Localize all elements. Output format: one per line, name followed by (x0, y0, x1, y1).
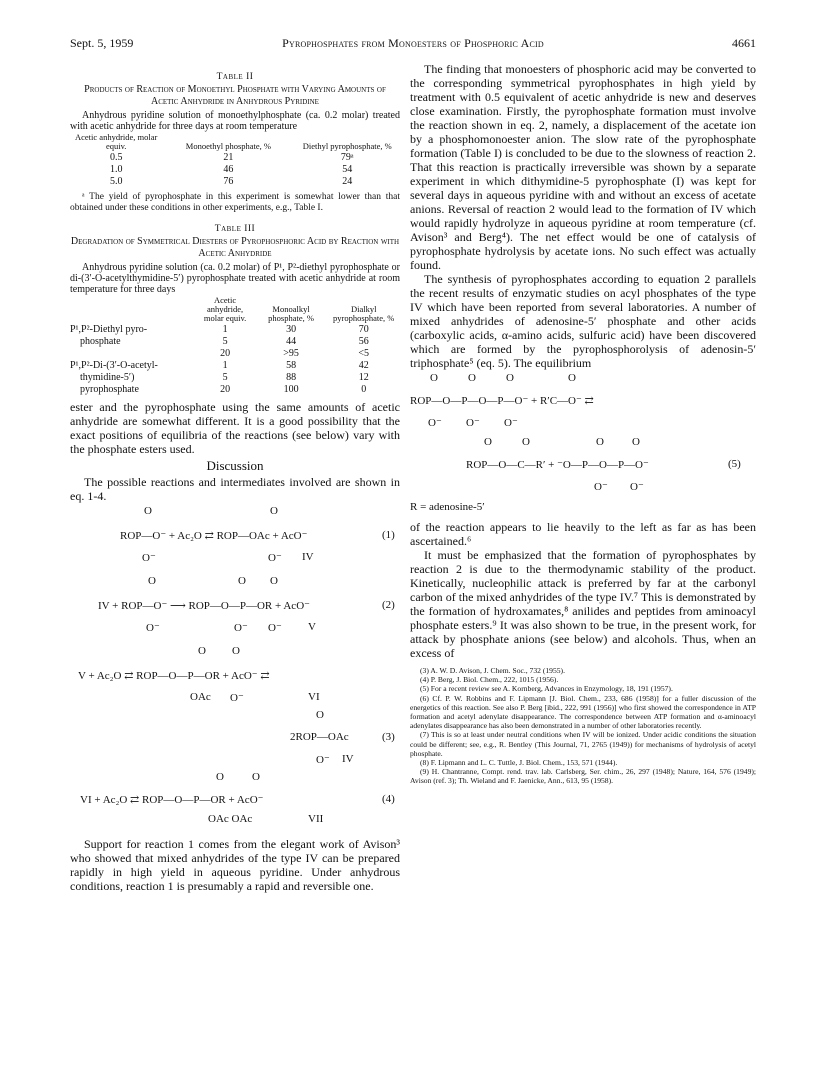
eq-oxygen: O (484, 436, 492, 448)
eq4-compound-label: VII (308, 813, 324, 825)
table3-header-cell (70, 295, 195, 324)
table2-note: Anhydrous pyridine solution of monoethylphosphate (ca. 0.2 molar) treated with acetic anhydride for three days at room temperature (70, 110, 400, 132)
eq5-line1: ROP—O—P—O—P—O⁻ + R′C—O⁻ ⇄ (410, 395, 594, 407)
paragraph: The finding that monoesters of phosphoric acid may be converted to the corresponding symmetrical pyrophosphates in high yield by treatment with 0.5 equivalent of acetic anhydride is new and deserves close examination. Firstly, the pyrophosphate formation must involve the reaction shown in eq. 2, namely, a displacement of the acetate ion by a phosphomonoester anion. The slow rate of the pyrophosphate formation (Table I) is concluded to be due to the slowness of reaction 2. That this reaction is practically irreversible was shown by a separate experiment in which dithymidine-5 pyrophosphate (I) was kept for several days in aqueous pyridine with and without an excess of acetate anions. Reversal of reaction 2 would lead to the formation of IV which would rapidly hydrolyze in aqueous pyridine at room temperature (cf. Avison³ and Berg⁴). The net effect would be one of catalysis of pyrophosphate hydrolysis by acetate ions. No such effect was actually found. (410, 62, 756, 272)
eq-oxygen-anion: O⁻ (594, 481, 608, 493)
paragraph: of the reaction appears to lie heavily to the left as far as has been ascertained.⁶ (410, 520, 756, 548)
table-row (70, 360, 400, 372)
table-cell: 1 (222, 360, 228, 371)
eq1-compound-label: IV (302, 551, 314, 563)
table-cell: 42 (358, 360, 369, 371)
table2 (70, 132, 400, 188)
eq-oxygen: O (232, 645, 240, 657)
table-row (70, 348, 400, 360)
eq4-number: (4) (382, 793, 395, 805)
table-cell: 24 (342, 176, 353, 187)
eq-oxygen: O (468, 372, 476, 384)
table-cell: 20 (220, 348, 231, 359)
table-cell: 56 (358, 336, 369, 347)
table-cell: P¹,P²-Di-(3′-O-acetyl- (70, 360, 158, 371)
equation5-block (410, 370, 756, 500)
table-row (70, 324, 400, 336)
eq3-product-label: IV (342, 753, 354, 765)
eq-oxygen-anion: O⁻ (316, 754, 330, 766)
table2-label: Table II (216, 72, 254, 82)
paragraph: It must be emphasized that the formation of pyrophosphates by reaction 2 is due to the thermodynamic stability of the product. Kinetically, nucleophilic attack is preferred by far at the carbonyl carbon of the mixed anhydrides of the type IV.⁷ This is demonstrated by the formation of hydroxamates,⁸ anilides and peptides from aminoacyl phosphate esters.⁹ It was also shown to be true, in the present work, for attack by phosphate anions (see below) and alcohols. Thus, when an excess of (410, 548, 756, 660)
table-cell: 20 (220, 384, 231, 395)
table2-title: Products of Reaction of Monoethyl Phosphate with Varying Amounts of Acetic Anhydride in Anhydrous Pyridine (84, 84, 386, 107)
table-cell: 1.0 (109, 164, 123, 175)
eq4-line: VI + Ac₂O ⇄ ROP—O—P—OR + AcO⁻ (80, 794, 264, 806)
header-title: Pyrophosphates from Monoesters of Phosphoric Acid (282, 36, 544, 50)
table3-header-cell: Acetic anhydride, molar equiv. (203, 295, 247, 323)
left-column (70, 62, 400, 893)
paragraph: ester and the pyrophosphate using the same amounts of acetic anhydride are somewhat different. It is a good possibility that the exact positions of equilibria of the reactions (see below) vary with the phosphate esters used. (70, 400, 400, 456)
eq-oxygen: O (632, 436, 640, 448)
eq-oxygen-anion: O⁻ (142, 552, 156, 564)
eq2-line: IV + ROP—O⁻ ⟶ ROP—O—P—OR + AcO⁻ (98, 600, 310, 612)
left-body (70, 400, 400, 503)
reference-item: (9) H. Chantranne, Compt. rend. trav. lab. Carlsberg, Ser. chim., 26, 297 (1948); Nature, 164, 576 (1949); Avison (ref. 3); Th. Wieland and F. Jaenicke, Ann., 613, 95 (1958). (410, 767, 756, 786)
eq-oxygen-anion: O⁻ (428, 417, 442, 429)
table3-header-cell: Monoalkyl phosphate, % (268, 304, 314, 323)
equation4-substituents (70, 813, 400, 837)
eq-oxygen: O (270, 505, 278, 517)
table-cell: 5.0 (109, 176, 123, 187)
eq-oxygen-anion: O⁻ (230, 692, 244, 704)
eq-oxygen: O (506, 372, 514, 384)
table-cell: pyrophosphate (80, 384, 139, 395)
table-cell: 44 (286, 336, 297, 347)
eq-oxygen-anion: O⁻ (268, 622, 282, 634)
eq-oxygen-anion: O⁻ (234, 622, 248, 634)
table-cell: 30 (286, 324, 297, 335)
table2-header-cell: Monoethyl phosphate, % (185, 141, 271, 151)
table3-header-cell: Dialkyl pyrophosphate, % (332, 304, 395, 323)
table-cell: 100 (283, 384, 299, 395)
table-cell (70, 348, 195, 360)
eq-oxygen: O (238, 575, 246, 587)
section-heading: Discussion (206, 458, 264, 473)
table-cell: 79ᵃ (340, 152, 354, 163)
table-cell: 0 (361, 384, 367, 395)
eq-oxygen: O (148, 575, 156, 587)
table-row (70, 176, 400, 188)
eq1-number: (1) (382, 529, 395, 541)
eq-oxygen-anion: O⁻ (268, 552, 282, 564)
eq2-number: (2) (382, 599, 395, 611)
reference-item: (7) This is so at least under neutral conditions when IV will be ionized. Under acidic conditions the situation could be different; see, e.g., R. Bentley (This Journal, 71, 2765 (1949)) for mechanisms of hydrolysis of acetyl phosphate. (410, 730, 756, 758)
table-cell: 0.5 (109, 152, 123, 163)
right-body (410, 62, 756, 370)
table2-header-cell: Diethyl pyrophosphate, % (302, 141, 392, 151)
table-cell: 5 (222, 372, 228, 383)
r-definition: R = adenosine-5′ (410, 501, 485, 513)
reference-item: (5) For a recent review see A. Kornberg, Advances in Enzymology, 18, 191 (1957). (420, 684, 673, 694)
eq-oxygen-anion: O⁻ (630, 481, 644, 493)
table-cell: 46 (223, 164, 234, 175)
table-cell: <5 (358, 348, 369, 359)
table-row (70, 152, 400, 164)
eq3-product: 2ROP—OAc (290, 731, 349, 743)
paragraph: The synthesis of pyrophosphates according to equation 2 parallels the recent results of enzymatic studies on acyl phosphates of the type IV which have been reported from several laboratories. A number of mixed anhydrides of adenosine-5′ phosphate and other acids (carboxylic acids, α-amino acids, sulfuric acid) have been discovered which are formed by the pyrophosphorolysis of adenosin-5′ triphosphate⁵ (eq. 5). The equilibrium (410, 272, 756, 370)
table-cell: phosphate (80, 336, 121, 347)
header-date: Sept. 5, 1959 (70, 36, 134, 50)
eq-oxygen: O (568, 372, 576, 384)
table2-header-cell: Acetic anhydride, molar equiv. (75, 132, 158, 151)
table-cell: 58 (286, 360, 297, 371)
table-cell: thymidine-5′) (80, 372, 135, 383)
table-cell: 21 (223, 152, 234, 163)
table-row (70, 164, 400, 176)
paragraph: Support for reaction 1 comes from the elegant work of Avison³ who showed that mixed anhydrides of the type IV can be prepared rapidly in high yield in aqueous pyridine. Under anhydrous conditions, reaction 1 is presumably a rapid and reversible one. (70, 837, 400, 893)
table3-title: Degradation of Symmetrical Diesters of Pyrophosphoric Acid by Reaction with Acetic Anhydride (70, 236, 400, 259)
reference-item: (8) F. Lipmann and L. C. Tuttle, J. Biol. Chem., 153, 571 (1944). (420, 758, 618, 768)
table-cell: 88 (286, 372, 297, 383)
table-cell: 76 (223, 176, 234, 187)
eq-oxygen: O (522, 436, 530, 448)
table-cell: 1 (222, 324, 228, 335)
right-body-2 (410, 520, 756, 660)
table-cell: 5 (222, 336, 228, 347)
page-number: 4661 (732, 36, 756, 50)
left-body-end (70, 837, 400, 893)
eq-oxygen: O (316, 709, 324, 721)
table2-footnote: ᵃ The yield of pyrophosphate in this experiment is somewhat lower than that obtained under these conditions in other experiments, e.g., Table I. (70, 192, 400, 213)
eq-oxygen: O (252, 771, 260, 783)
table-cell: >95 (283, 348, 299, 359)
table-cell: 70 (358, 324, 369, 335)
equations-block (70, 503, 400, 813)
table3-label: Table III (214, 224, 256, 234)
paragraph: The possible reactions and intermediates involved are shown in eq. 1-4. (70, 475, 400, 503)
table-row (70, 372, 400, 384)
table-row (70, 132, 400, 152)
eq5-number: (5) (728, 458, 741, 470)
right-column (410, 62, 756, 786)
table3 (70, 295, 400, 396)
eq3-compound-label: VI (308, 691, 320, 703)
references (410, 666, 756, 786)
eq-oxygen: O (216, 771, 224, 783)
table-row (70, 295, 400, 324)
eq-oxygen-anion: O⁻ (146, 622, 160, 634)
eq-oxygen: O (430, 372, 438, 384)
table-cell: P¹,P²-Diethyl pyro- (70, 324, 148, 335)
table-row (70, 336, 400, 348)
eq-oxygen: O (596, 436, 604, 448)
table-cell: 12 (358, 372, 369, 383)
eq1-line: ROP—O⁻ + Ac₂O ⇄ ROP—OAc + AcO⁻ (120, 530, 308, 542)
eq-oxygen: O (270, 575, 278, 587)
eq-oxygen-anion: O⁻ (504, 417, 518, 429)
eq4-acetyls: OAc OAc (208, 813, 253, 825)
table-cell: 54 (342, 164, 353, 175)
eq-oxygen: O (198, 645, 206, 657)
reference-item: (4) P. Berg, J. Biol. Chem., 222, 1015 (1956). (420, 675, 559, 685)
eq3-line: V + Ac₂O ⇄ ROP—O—P—OR + AcO⁻ ⇄ (78, 670, 270, 682)
eq3-number: (3) (382, 731, 395, 743)
reference-item: (6) Cf. P. W. Robbins and F. Lipmann [J. Biol. Chem., 233, 686 (1958)] for a fuller discussion of the energetics of this reaction. See also P. Berg [ibid., 222, 991 (1956)] who first showed the correspondence in ATP formation and acetyl adenylate disappearance. The correspondence between ATP formation and α-aminoacyl adenylates disappearance has also been demonstrated in a number of other laboratories recently. (410, 693, 756, 731)
reference-item: (3) A. W. D. Avison, J. Chem. Soc., 732 (1955). (420, 666, 565, 675)
eq5-line2: ROP—O—C—R′ + ⁻O—P—O—P—O⁻ (466, 459, 649, 471)
eq-oxygen-anion: O⁻ (466, 417, 480, 429)
eq-oxygen: O (144, 505, 152, 517)
table3-note: Anhydrous pyridine solution (ca. 0.2 molar) of P¹, P²-diethyl pyrophosphate or di-(3′-O-acetylthymidine-5′) pyrophosphate treated with acetic anhydride at room temperature for three days (70, 262, 400, 295)
eq2-compound-label: V (308, 621, 316, 633)
table-row (70, 384, 400, 396)
eq3-acetyl: OAc (190, 691, 211, 703)
